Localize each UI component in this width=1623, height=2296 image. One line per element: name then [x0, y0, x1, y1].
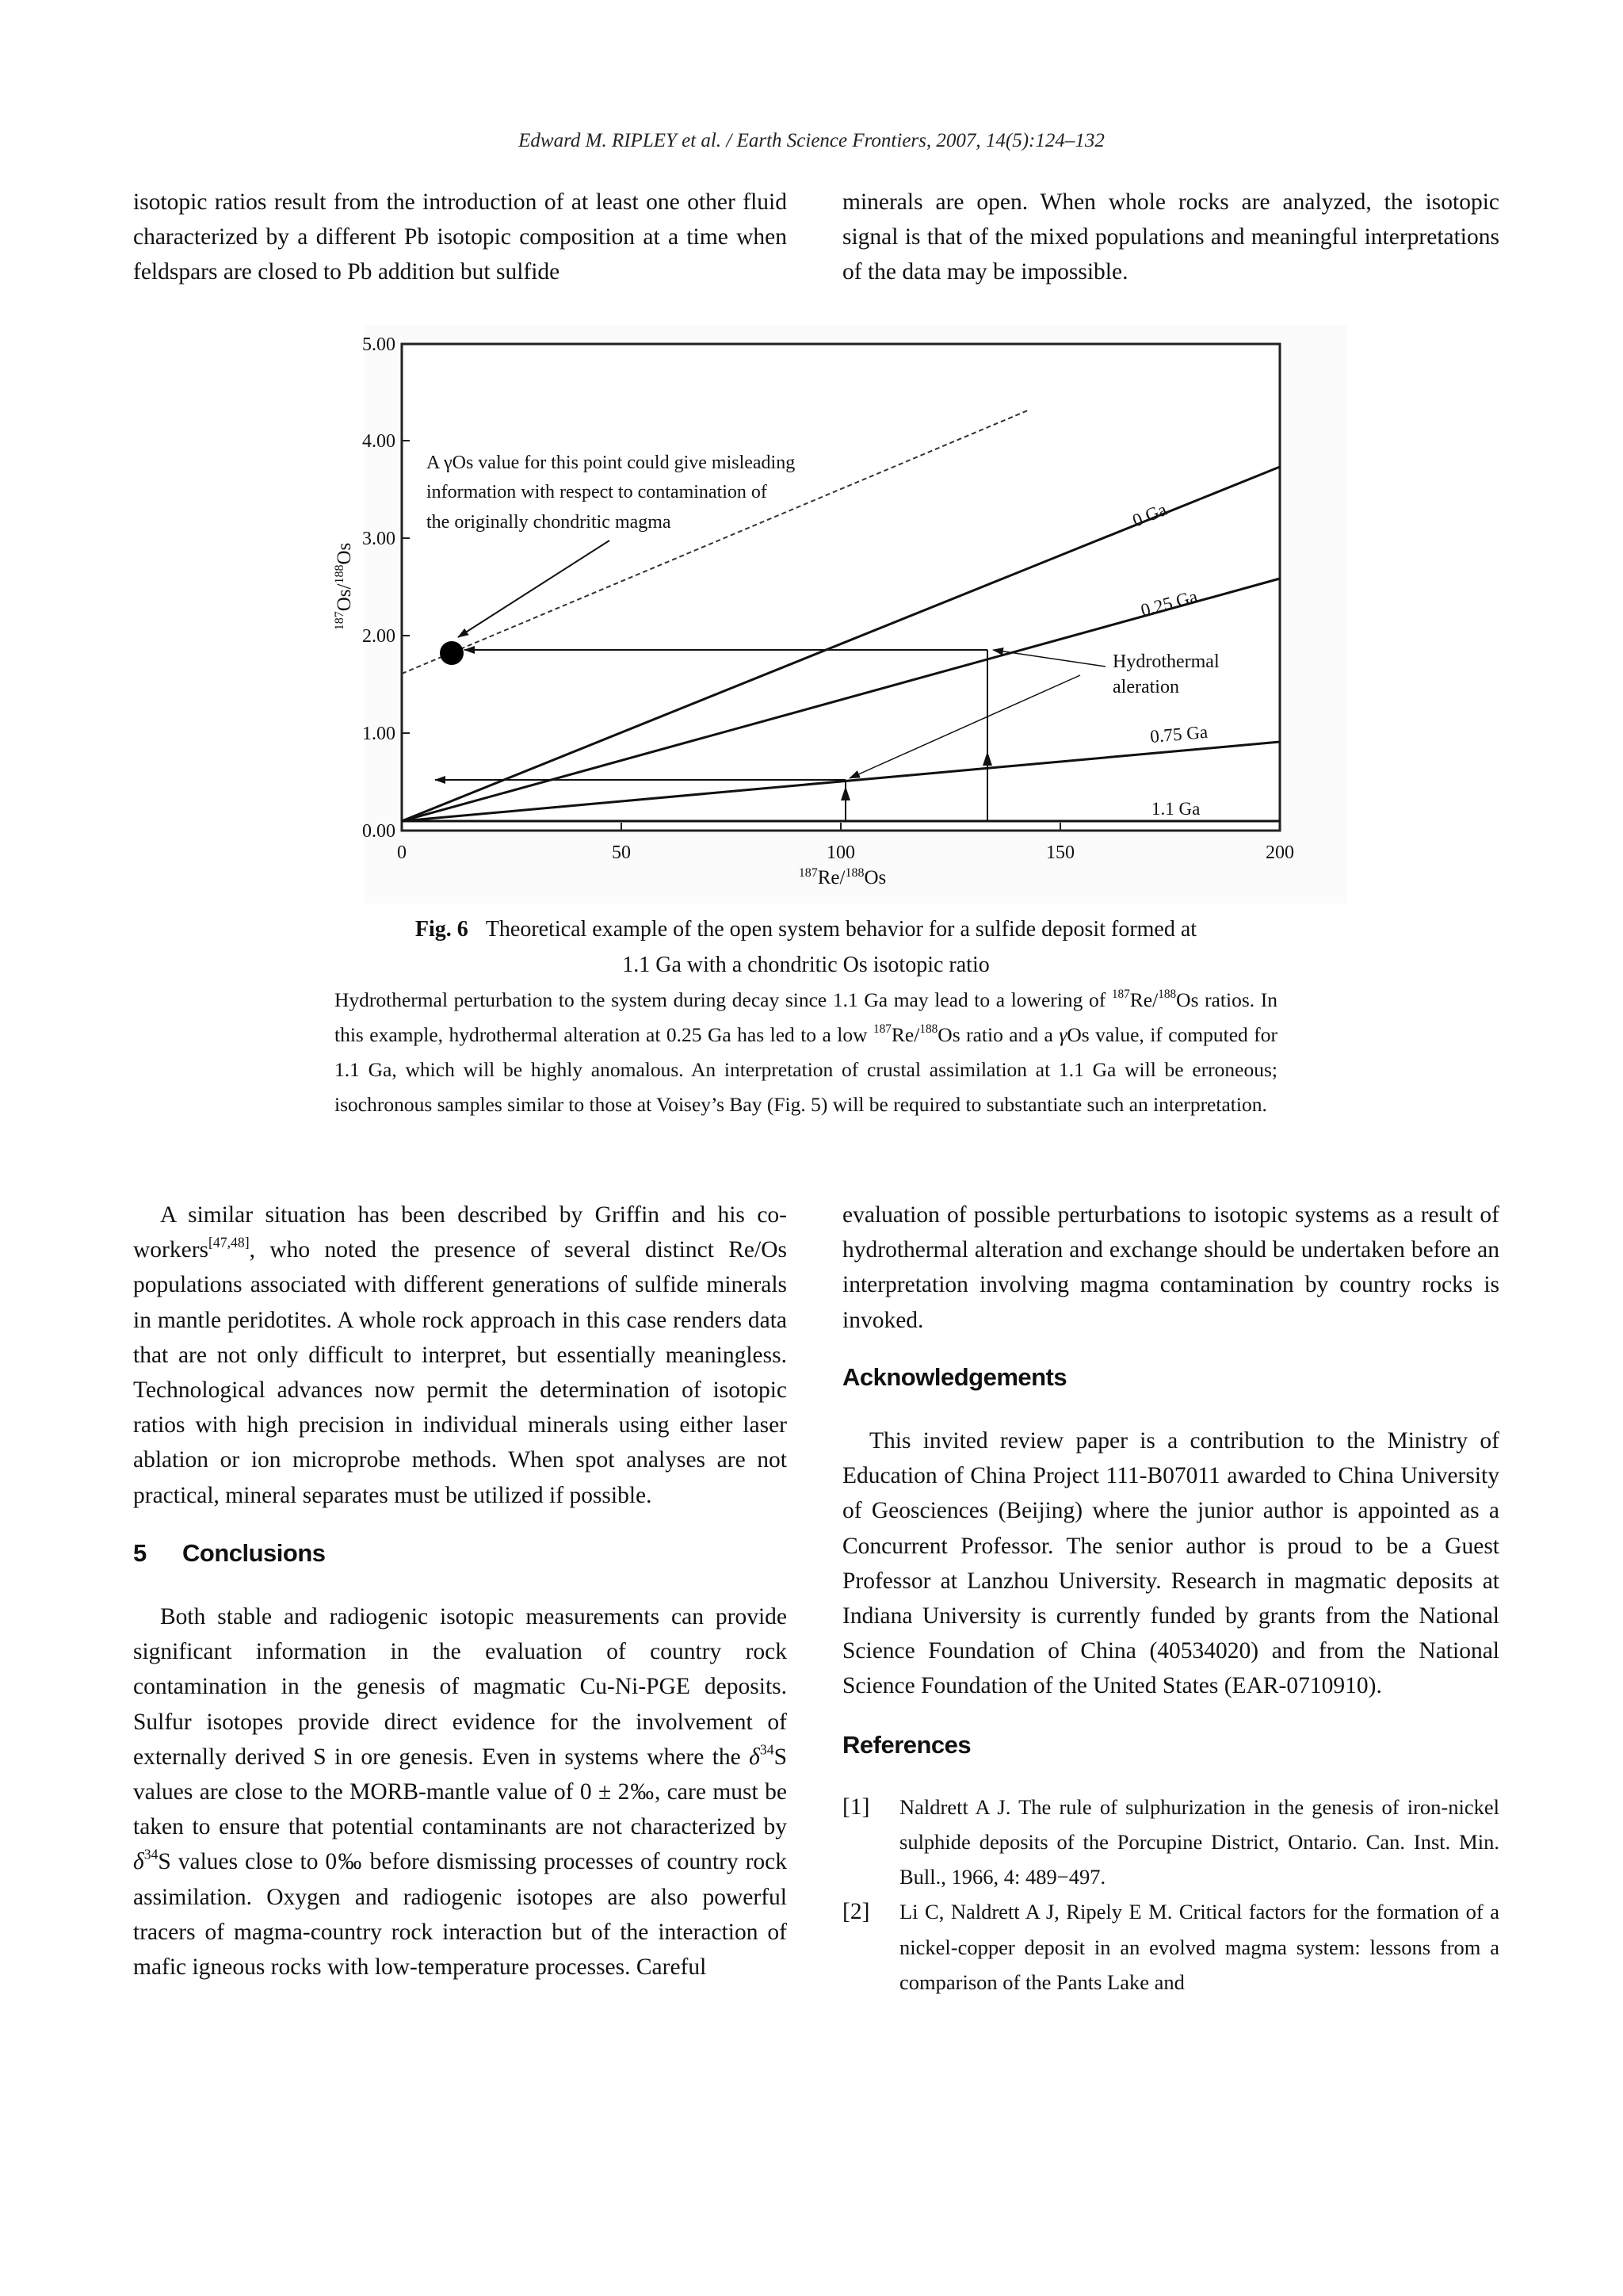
paragraph-continuation: minerals are open. When whole rocks are analyzed, the isotopic signal is that of the mixed populations and meaningful interpretations of the data may be impossible. — [842, 189, 1499, 285]
right-column — [842, 1198, 1499, 2000]
running-head: Edward M. RIPLEY et al. / Earth Science Frontiers, 2007, 14(5):124–132 — [518, 130, 1105, 151]
svg-text:3.00: 3.00 — [362, 529, 395, 549]
svg-text:4.00: 4.00 — [362, 431, 395, 452]
paragraph-continuation: isotopic ratios result from the introduction of at least one other fluid characterized by a different Pb isotopic composition at a time when feldspars are closed to Pb addition but sulfide — [133, 189, 787, 285]
paragraph-conclusions: Both stable and radiogenic isotopic measurements can provide significant information in the evaluation of country rock contamination in the genesis of magmatic Cu-Ni-PGE deposits. Sulfur isotopes provide direct evidence for the involvement of externally derived S in ore genesis. Even in systems where the $\delta^{34}S$ values are close to the MORB-mantle value of 0 ± 2‰, care must be taken to ensure that potential contaminants are not characterized by $\delta^{34}S$ values close to 0‰ before dismissing processes of country rock assimilation. Oxygen and radiogenic isotopes are also powerful tracers of magma-country rock interaction but of the interaction of mafic igneous rocks with low-temperature processes. Careful — [133, 1604, 787, 1981]
right-column-top — [842, 185, 1499, 290]
svg-text:the originally chondritic magm: the originally chondritic magma — [426, 512, 671, 533]
left-column-top — [133, 185, 787, 290]
svg-text:1.1 Ga: 1.1 Ga — [1151, 799, 1201, 819]
figure-6-chart — [317, 317, 1347, 919]
svg-text:1.00: 1.00 — [362, 724, 395, 744]
reference-item: [2] Li C, Naldrett A J, Ripely E M. Critical factors for the formation of a nickel-copper deposit in an evolved magma system: lessons from a comparison of the Pants Lake and — [842, 1899, 1499, 1994]
svg-text:0 Ga: 0 Ga — [1129, 499, 1170, 531]
caption-body: Hydrothermal perturbation to the system during decay since 1.1 Ga may lead to a lowering of $^{187}$Re/$^{188}$Os ratios. In this example, hydrothermal alteration at 0.25 Ga has led to a low $^{187}$Re/$^{188}$Os ratio and a γOs value, if computed for 1.1 Ga, which will be highly anomalous. An interpretation of crustal assimilation at 1.1 Ga will be erroneous; isochronous samples similar to those at Voisey’s Bay (Fig. 5) will be required to substantiate such an interpretation. — [334, 987, 1278, 1116]
svg-text:100: 100 — [827, 842, 855, 863]
paragraph-evaluation: evaluation of possible perturbations to isotopic systems as a result of hydrothermal alteration and exchange should be undertaken before an interpretation involving magma contamination by country rocks is invoked. — [842, 1202, 1499, 1333]
svg-text:200: 200 — [1266, 842, 1294, 863]
caption-title: Fig. 6 Theoretical example of the open system behavior for a sulfide deposit formed at 1.1 Ga with a chondritic Os isotopic ratio — [414, 917, 1197, 977]
svg-text:0: 0 — [397, 842, 407, 863]
anomalous-sample-point — [440, 641, 464, 665]
svg-text:A γOs value for this point cou: A γOs value for this point could give misleading — [426, 453, 796, 473]
plot-frame — [402, 344, 1280, 831]
figure-caption — [334, 911, 1277, 1122]
svg-text:150: 150 — [1046, 842, 1075, 863]
svg-text:Hydrothermal: Hydrothermal — [1113, 651, 1220, 672]
svg-text:187Re/188Os: $^{187}$Re/$^{188}$Os — [798, 866, 887, 888]
svg-text:0.00: 0.00 — [362, 821, 395, 842]
svg-text:2.00: 2.00 — [362, 626, 395, 647]
svg-text:0.25 Ga: 0.25 Ga — [1138, 586, 1200, 621]
section-heading-references: References — [842, 1730, 972, 1759]
left-column — [133, 1198, 787, 1985]
section-heading-acknowledgements: Acknowledgements — [842, 1362, 1067, 1391]
svg-text:0.75 Ga: 0.75 Ga — [1149, 721, 1209, 747]
svg-text:187Os/188Os: $^{187}$Os/$^{188}$Os — [333, 542, 355, 631]
svg-text:aleration: aleration — [1113, 677, 1179, 697]
svg-text:information with respect to co: information with respect to contamination of — [426, 482, 767, 502]
paragraph-acknowledgements: This invited review paper is a contribution to the Ministry of Education of China Project 111-B07011 awarded to China University of Geosciences (Beijing) where the junior author is appointed as a Concurrent Professor. The senior author is proud to be a Guest Professor at Lanzhou University. Research in magmatic deposits at Indiana University is currently funded by grants from the National Science Foundation of China (40534020) and from the National Science Foundation of the United States (EAR-0710910). — [842, 1428, 1499, 1699]
paragraph-griffin: A similar situation has been described by Griffin and his co-workers[47,48], who noted the presence of several distinct Re/Os populations associated with different generations of sulfide minerals in mantle peridotites. A whole rock approach in this case renders data that are not only difficult to interpret, but essentially meaningless. Technological advances now permit the determination of isotopic ratios with high precision in individual minerals using either laser ablation or ion microprobe methods. When spot analyses are not practical, mineral separates must be utilized if possible. — [133, 1202, 787, 1508]
section-heading-conclusions: 5 Conclusions — [133, 1538, 326, 1567]
y-axis-label — [333, 543, 355, 631]
svg-text:50: 50 — [612, 842, 631, 863]
citation[interactable]: [47,48] — [208, 1234, 250, 1251]
svg-text:5.00: 5.00 — [362, 334, 395, 355]
figure-label: Fig. 6 — [414, 917, 468, 942]
reference-item: [1] Naldrett A J. The rule of sulphurization in the genesis of iron-nickel sulphide deposits of the Porcupine District, Ontario. Can. Inst. Min. Bull., 1966, 4: 489−497. — [842, 1794, 1499, 1889]
